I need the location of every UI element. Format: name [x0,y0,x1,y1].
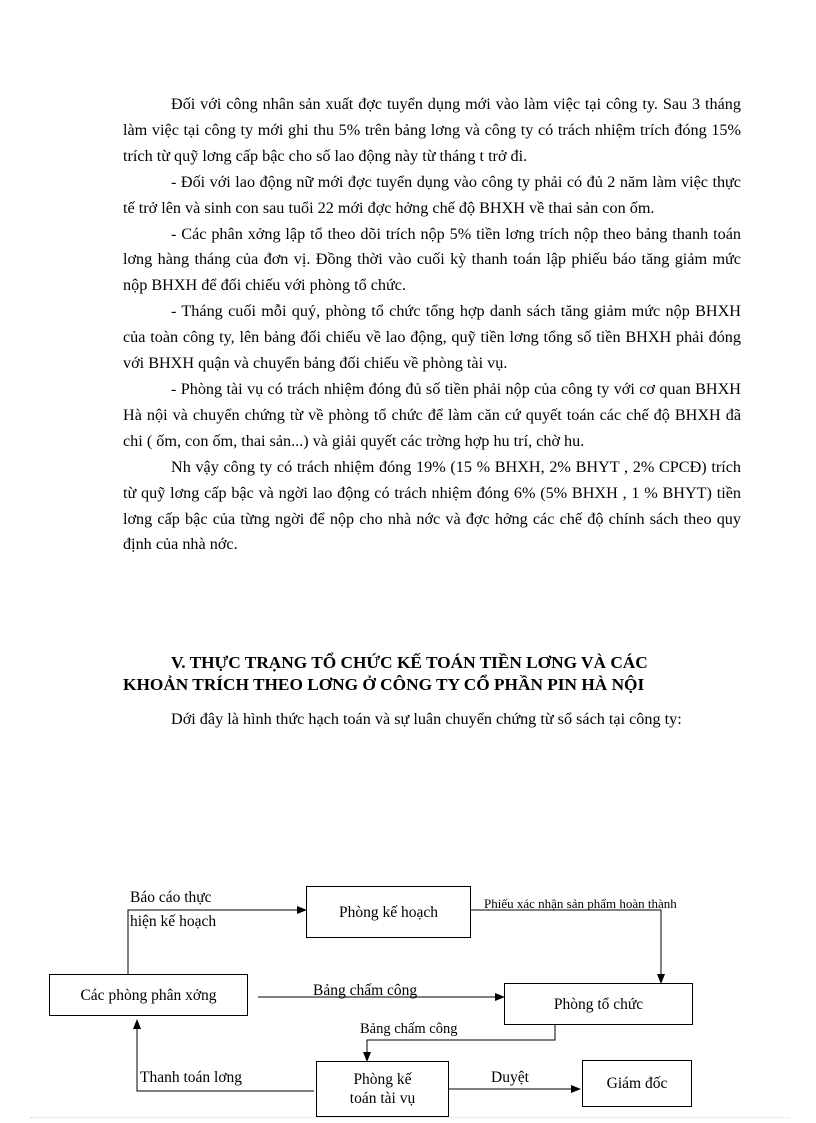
paragraph-6: Nh vậy công ty có trách nhiệm đóng 19% (15 % BHXH, 2% BHYT , 2% CPCĐ) trích từ quỹ lơng cấp bậc và ngời lao động có trách nhiệm đóng 6% (5% BHXH , 1 % BHYT) tiền lơng cấp bậc của từng ngời để nộp cho nhà nớc và đợc hởng các chế độ chính sách theo quy định của nhà nớc. [123,457,741,554]
section-heading-line-2: KHOẢN TRÍCH THEO LƠNG Ở CÔNG TY CỔ PHẦN PIN HÀ NỘI [123,675,645,694]
box-giam-doc-label: Giám đốc [606,1075,668,1092]
box-phong-ke-toan-line-2: toán tài vụ [349,1090,416,1107]
page-bottom-divider [30,1117,790,1118]
intro-text [123,707,741,733]
section-heading [123,652,743,696]
paragraph-2: - Đối với lao động nữ mới đợc tuyển dụng vào công ty phải có đủ 2 năm làm việc thực tế trở lên và sinh con sau tuổi 22 mới đợc hởng chế độ BHXH về thai sản con ốm. [123,172,741,217]
label-phieu-xac-nhan: Phiếu xác nhận sản phẩm hoàn thành [484,896,677,911]
box-phong-ke-toan-line-1: Phòng kế [353,1071,412,1088]
paragraph-4: - Tháng cuối mỗi quý, phòng tổ chức tổng hợp danh sách tăng giảm mức nộp BHXH của toàn công ty, lên bảng đối chiếu về lao động, quỹ tiền lơng tổng số tiền BHXH phải đóng với BHXH quận và chuyển bảng đối chiếu về phòng tài vụ. [123,302,741,373]
box-phong-ke-toan-tai-vu [316,1061,449,1117]
box-phong-to-chuc-label: Phòng tổ chức [553,995,644,1013]
body-text [123,92,741,558]
arrow-phieu-xac-nhan [470,910,661,983]
label-bang-cham-cong-1: Bảng chấm công [313,982,418,999]
box-phong-to-chuc [504,983,693,1025]
box-cac-phong-phan-xuong [49,974,248,1016]
label-bang-cham-cong-2: Bảng chấm công [360,1021,458,1037]
label-bao-cao-line-1: Báo cáo thực [130,889,212,906]
box-phong-ke-hoach-label: Phòng kế hoạch [338,903,438,921]
section-heading-line-1: V. THỰC TRẠNG TỔ CHỨC KẾ TOÁN TIỀN LƠNG VÀ CÁC [171,653,648,672]
label-thanh-toan-luong: Thanh toán lơng [140,1069,243,1086]
paragraph-1: Đối với công nhân sản xuất đợc tuyển dụng mới vào làm việc tại công ty. Sau 3 tháng làm việc tại công ty mới ghi thu 5% trên bảng lơng và công ty có trách nhiệm trích đóng 15% trích từ quỹ lơng cấp bậc cho số lao động này từ tháng t trở đi. [123,95,741,165]
box-cac-phong-phan-xuong-label: Các phòng phân xởng [80,986,217,1004]
flow-diagram [0,870,816,1123]
box-giam-doc [582,1060,692,1107]
intro-paragraph: Dới đây là hình thức hạch toán và sự luân chuyển chứng từ sổ sách tại công ty: [171,710,682,728]
label-duyet: Duyệt [491,1069,529,1086]
paragraph-5: - Phòng tài vụ có trách nhiệm đóng đủ số tiền phải nộp của công ty với cơ quan BHXH Hà nội và chuyển chứng từ về phòng tổ chức để làm căn cứ quyết toán các chế độ BHXH đã chi ( ốm, con ốm, thai sản...) và giải quyết các trờng hợp hu trí, chờ hu. [123,379,741,450]
label-bao-cao-line-2: hiện kế hoạch [130,913,217,930]
paragraph-3: - Các phân xởng lập tổ theo dõi trích nộp 5% tiền lơng trích nộp theo bảng thanh toán lơng hàng tháng của đơn vị. Đồng thời vào cuối kỳ thanh toán lập phiếu báo tăng giảm mức nộp BHXH để đối chiếu với phòng tổ chức. [123,224,741,295]
box-phong-ke-hoach [306,886,471,938]
